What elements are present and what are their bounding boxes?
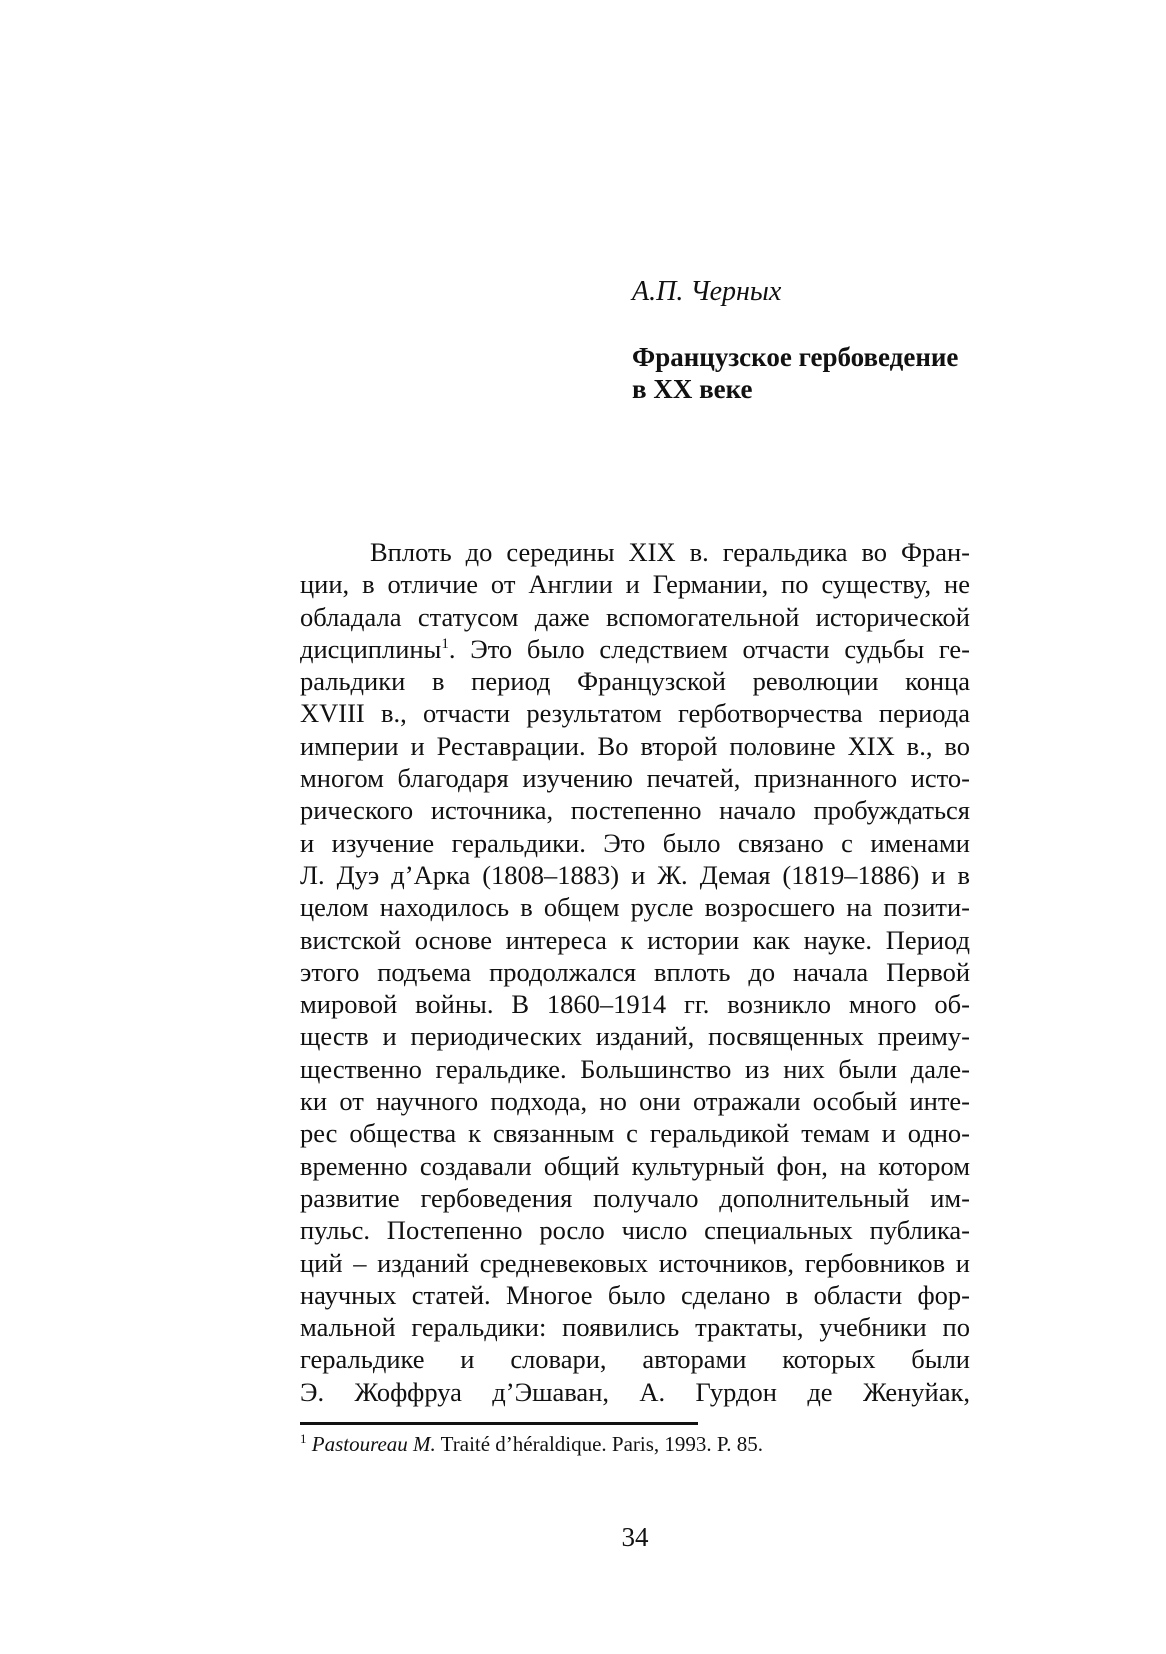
body-line: геральдике и словари, авторами которых были (300, 1344, 970, 1375)
article-title (632, 341, 958, 405)
body-line: рического источника, постепенно начало пробуждаться (300, 795, 970, 826)
body-line (300, 633, 970, 665)
body-line: вистской основе интереса к истории как науке. Период (300, 924, 970, 955)
footnote-text: Traité d’héraldique. Paris, 1993. P. 85. (435, 1432, 764, 1456)
body-line: ки от научного подхода, но они отражали особый инте- (300, 1086, 970, 1117)
body-line: научных статей. Многое было сделано в области фор- (300, 1279, 970, 1310)
footnote-reference[interactable]: 1 (441, 636, 449, 653)
body-line: мальной геральдики: появились трактаты, учебники по (300, 1312, 970, 1343)
body-line: пульс. Постепенно росло число специальных публика- (300, 1215, 970, 1246)
body-line: ции, в отличие от Англии и Германии, по существу, не (300, 569, 970, 600)
body-line: Э. Жоффруа д’Эшаван, А. Гурдон де Женуйак, (300, 1376, 970, 1407)
body-line: ральдики в период Французской революции конца (300, 666, 970, 697)
body-line: и изучение геральдики. Это было связано с именами (300, 827, 970, 858)
body-line: временно создавали общий культурный фон, на котором (300, 1150, 970, 1181)
body-line: целом находилось в общем русле возросшего на позити- (300, 892, 970, 923)
body-line-part: дисциплины (300, 633, 442, 664)
body-line: Вплоть до середины XIX в. геральдика во Фран- (370, 537, 970, 567)
body-line-part: . Это было следствием отчасти судьбы ге- (448, 633, 970, 664)
footnote-separator (300, 1422, 698, 1425)
body-line: щественно геральдике. Большинство из них были дале- (300, 1053, 970, 1084)
body-line: обладала статусом даже вспомогательной исторической (300, 601, 970, 632)
body-line: ций – изданий средневековых источников, гербовников и (300, 1247, 970, 1278)
body-line: Л. Дуэ д’Арка (1808–1883) и Ж. Демая (1819–1886) и в (300, 859, 970, 890)
body-line: этого подъема продолжался вплоть до начала Первой (300, 956, 970, 987)
body-line: мировой войны. В 1860–1914 гг. возникло много об- (300, 989, 970, 1020)
title-line: Французское гербоведение (632, 342, 959, 372)
author-name: А.П. Черных (632, 276, 782, 307)
body-line: империи и Реставрации. Во второй половине XIX в., во (300, 730, 970, 761)
body-line: многом благодаря изучению печатей, признанного исто- (300, 763, 970, 794)
body-text (300, 536, 970, 1440)
footnote-number: 1 (300, 1431, 307, 1446)
body-line: XVIII в., отчасти результатом герботворчества периода (300, 698, 970, 729)
page-number: 34 (621, 1522, 649, 1552)
body-line: рес общества к связанным с геральдикой темам и одно- (300, 1118, 970, 1149)
title-line: в XX веке (632, 374, 753, 404)
body-line: развитие гербоведения получало дополнительный им- (300, 1182, 970, 1213)
body-line: ществ и периодических изданий, посвященных преиму- (300, 1021, 970, 1052)
footnote (300, 1432, 763, 1457)
footnote-author: Pastoureau M. (311, 1432, 436, 1456)
